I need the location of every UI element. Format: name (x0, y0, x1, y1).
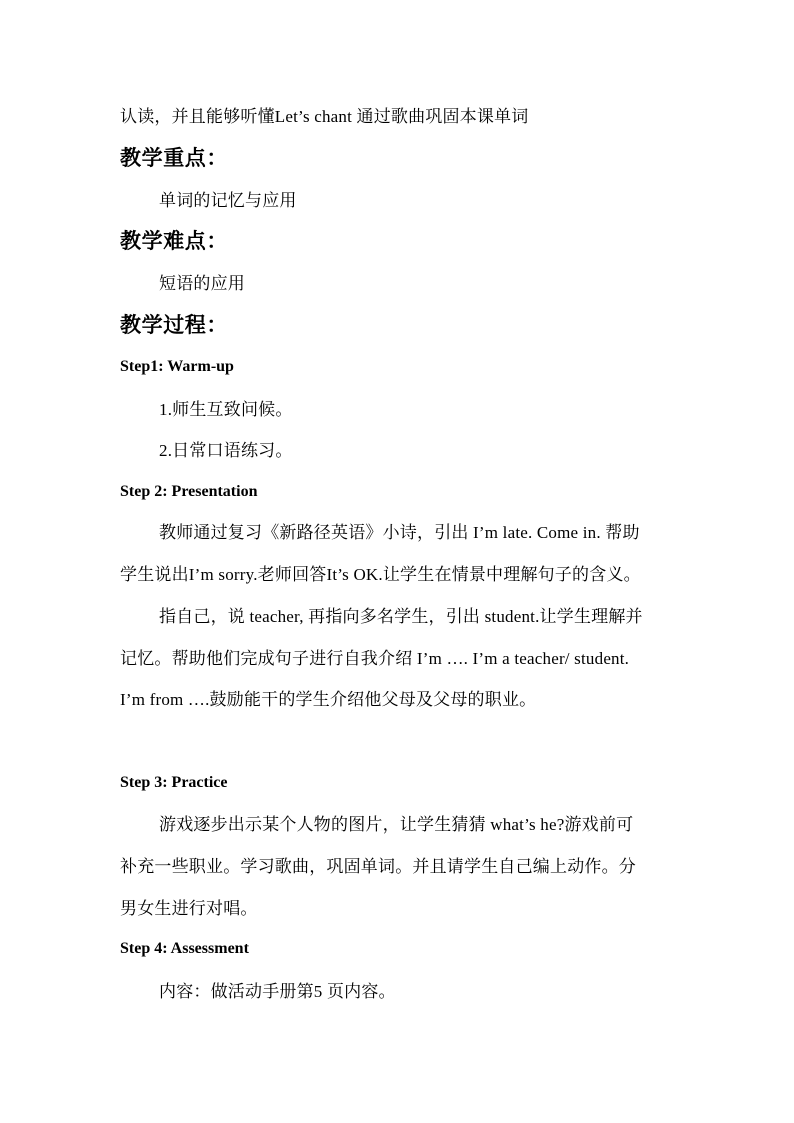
step1-item-2: 2.日常口语练习。 (159, 441, 293, 460)
key-points-heading: 教学重点： (120, 146, 228, 170)
key-points-content: 单词的记忆与应用 (159, 191, 297, 210)
step1-item-1: 1.师生互致问候。 (159, 400, 293, 419)
step3-paragraph-line3: 男女生进行对唱。 (120, 899, 258, 918)
step1-title: Step1: Warm-up (120, 358, 234, 375)
step2-paragraph2-line3: I’m from ….鼓励能干的学生介绍他父母及父母的职业。 (120, 690, 537, 709)
step3-paragraph-line1: 游戏逐步出示某个人物的图片，让学生猜猜 what’s he?游戏前可 (159, 815, 634, 834)
step2-paragraph2-line1: 指自己，说 teacher, 再指向多名学生，引出 student.让学生理解并 (159, 607, 643, 626)
difficulties-heading: 教学难点： (120, 229, 228, 253)
step2-paragraph2-line2: 记忆。帮助他们完成句子进行自我介绍 I’m …. I’m a teacher/ student. (120, 649, 630, 668)
step3-title: Step 3: Practice (120, 774, 228, 791)
step3-paragraph-line2: 补充一些职业。学习歌曲，巩固单词。并且请学生自己编上动作。分 (120, 857, 636, 876)
intro-line: 认读，并且能够听懂Let’s chant 通过歌曲巩固本课单词 (120, 107, 529, 126)
difficulties-content: 短语的应用 (159, 274, 245, 293)
step4-title: Step 4: Assessment (120, 940, 249, 957)
process-heading: 教学过程： (120, 313, 228, 337)
step2-paragraph1-line2: 学生说出I’m sorry.老师回答It’s OK.让学生在情景中理解句子的含义。 (120, 565, 641, 584)
step4-content: 内容：做活动手册第5 页内容。 (159, 982, 396, 1001)
step2-title: Step 2: Presentation (120, 483, 258, 500)
step2-paragraph1-line1: 教师通过复习《新路径英语》小诗，引出 I’m late. Come in. 帮助 (159, 523, 640, 542)
